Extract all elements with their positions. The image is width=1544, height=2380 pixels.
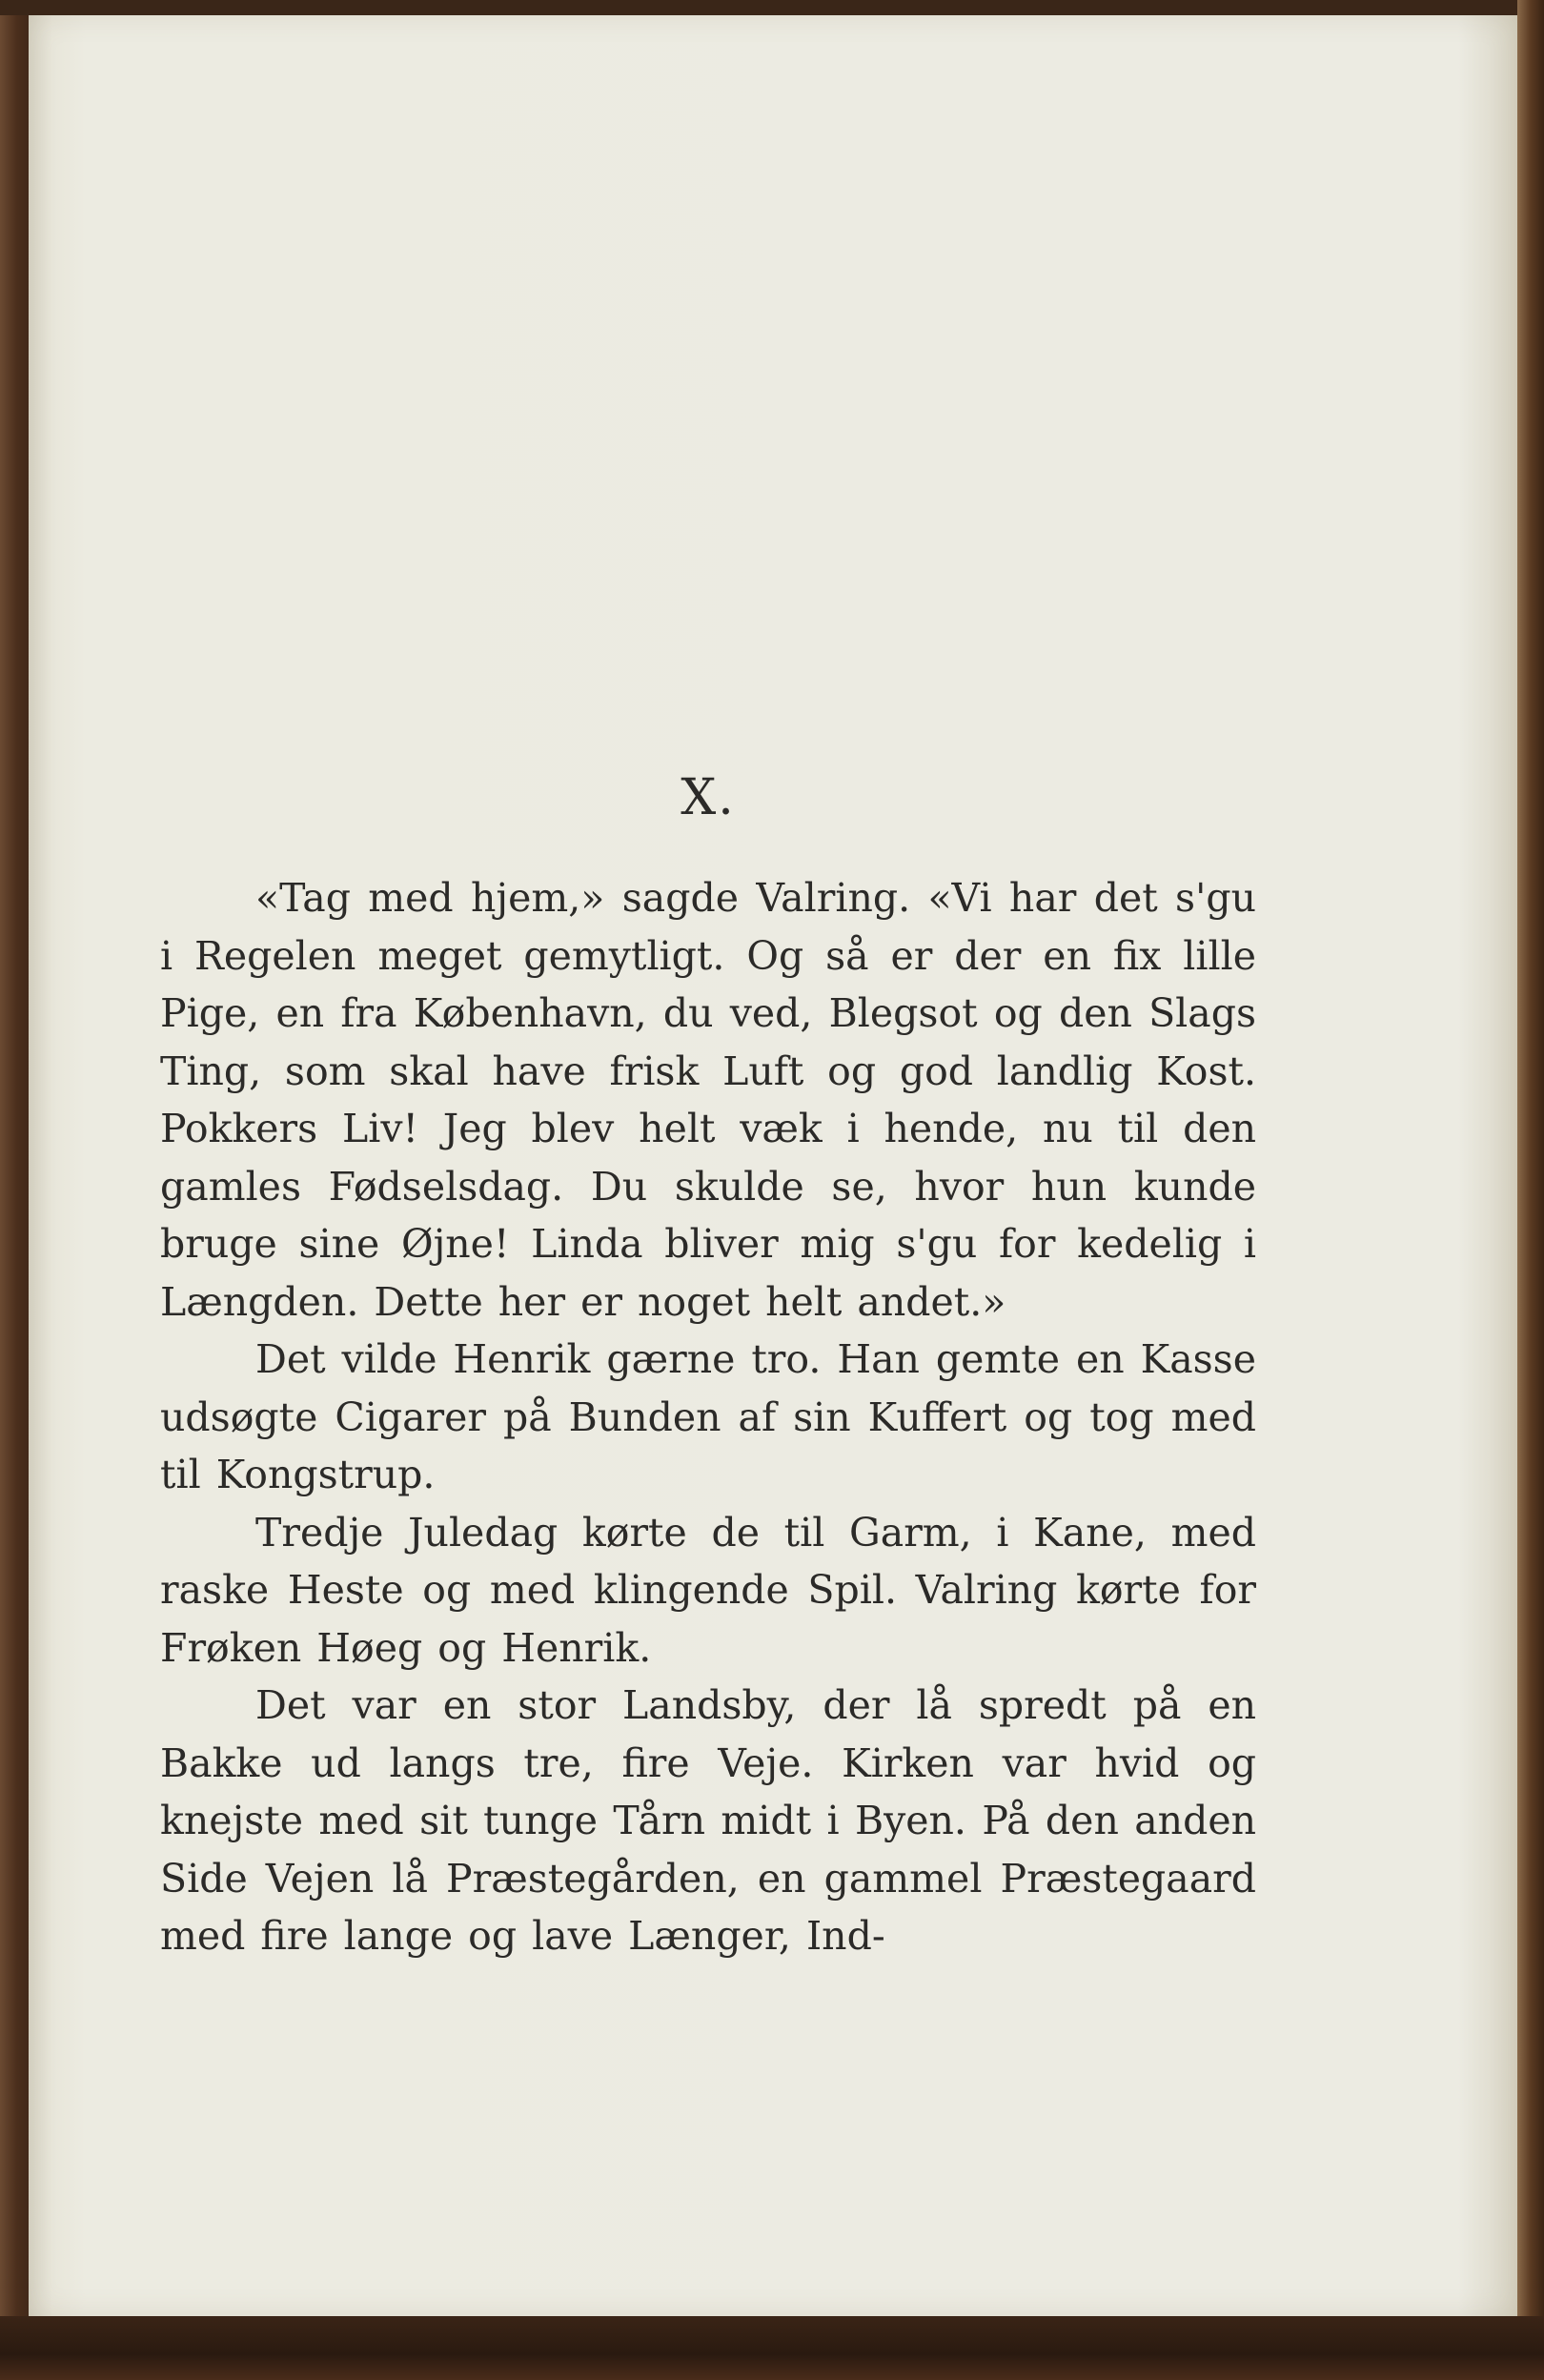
paragraph-4: Det var en stor Landsby, der lå spredt på en Bakke ud langs tre, fire Veje. Kirken var hvid og knejste med sit tunge Tårn midt i Byen. På den anden Side Vejen lå Præstegården, en gammel Præstegaard med fire lange og lave Længer, Ind- [160,1682,1256,1959]
paragraph-1: «Tag med hjem,» sagde Valring. «Vi har det s'gu i Regelen meget gemytligt. Og så er der en fix lille Pige, en fra København, du ved, Blegsot og den Slags Ting, som skal have frisk Luft og god landlig Kost. Pokkers Liv! Jeg blev helt væk i hende, nu til den gamles Fødselsdag. Du skulde se, hvor hun kunde bruge sine Øjne! Linda bliver mig s'gu for kedelig i Længden. Dette her er noget helt andet.» [160,875,1256,1325]
book-page [29,15,1517,2316]
chapter-title: X. [681,769,736,826]
bottom-binding-edge [0,2316,1544,2380]
top-binding-edge [0,0,1544,15]
paragraph-3: Tredje Juledag kørte de til Garm, i Kane, med raske Heste og med klingende Spil. Valring kørte for Frøken Høeg og Henrik. [160,1509,1256,1671]
right-binding-edge [1517,0,1544,2380]
paragraph-2: Det vilde Henrik gærne tro. Han gemte en Kasse udsøgte Cigarer på Bunden af sin Kuffert og tog med til Kongstrup. [160,1336,1256,1497]
body-text [160,869,1256,1965]
